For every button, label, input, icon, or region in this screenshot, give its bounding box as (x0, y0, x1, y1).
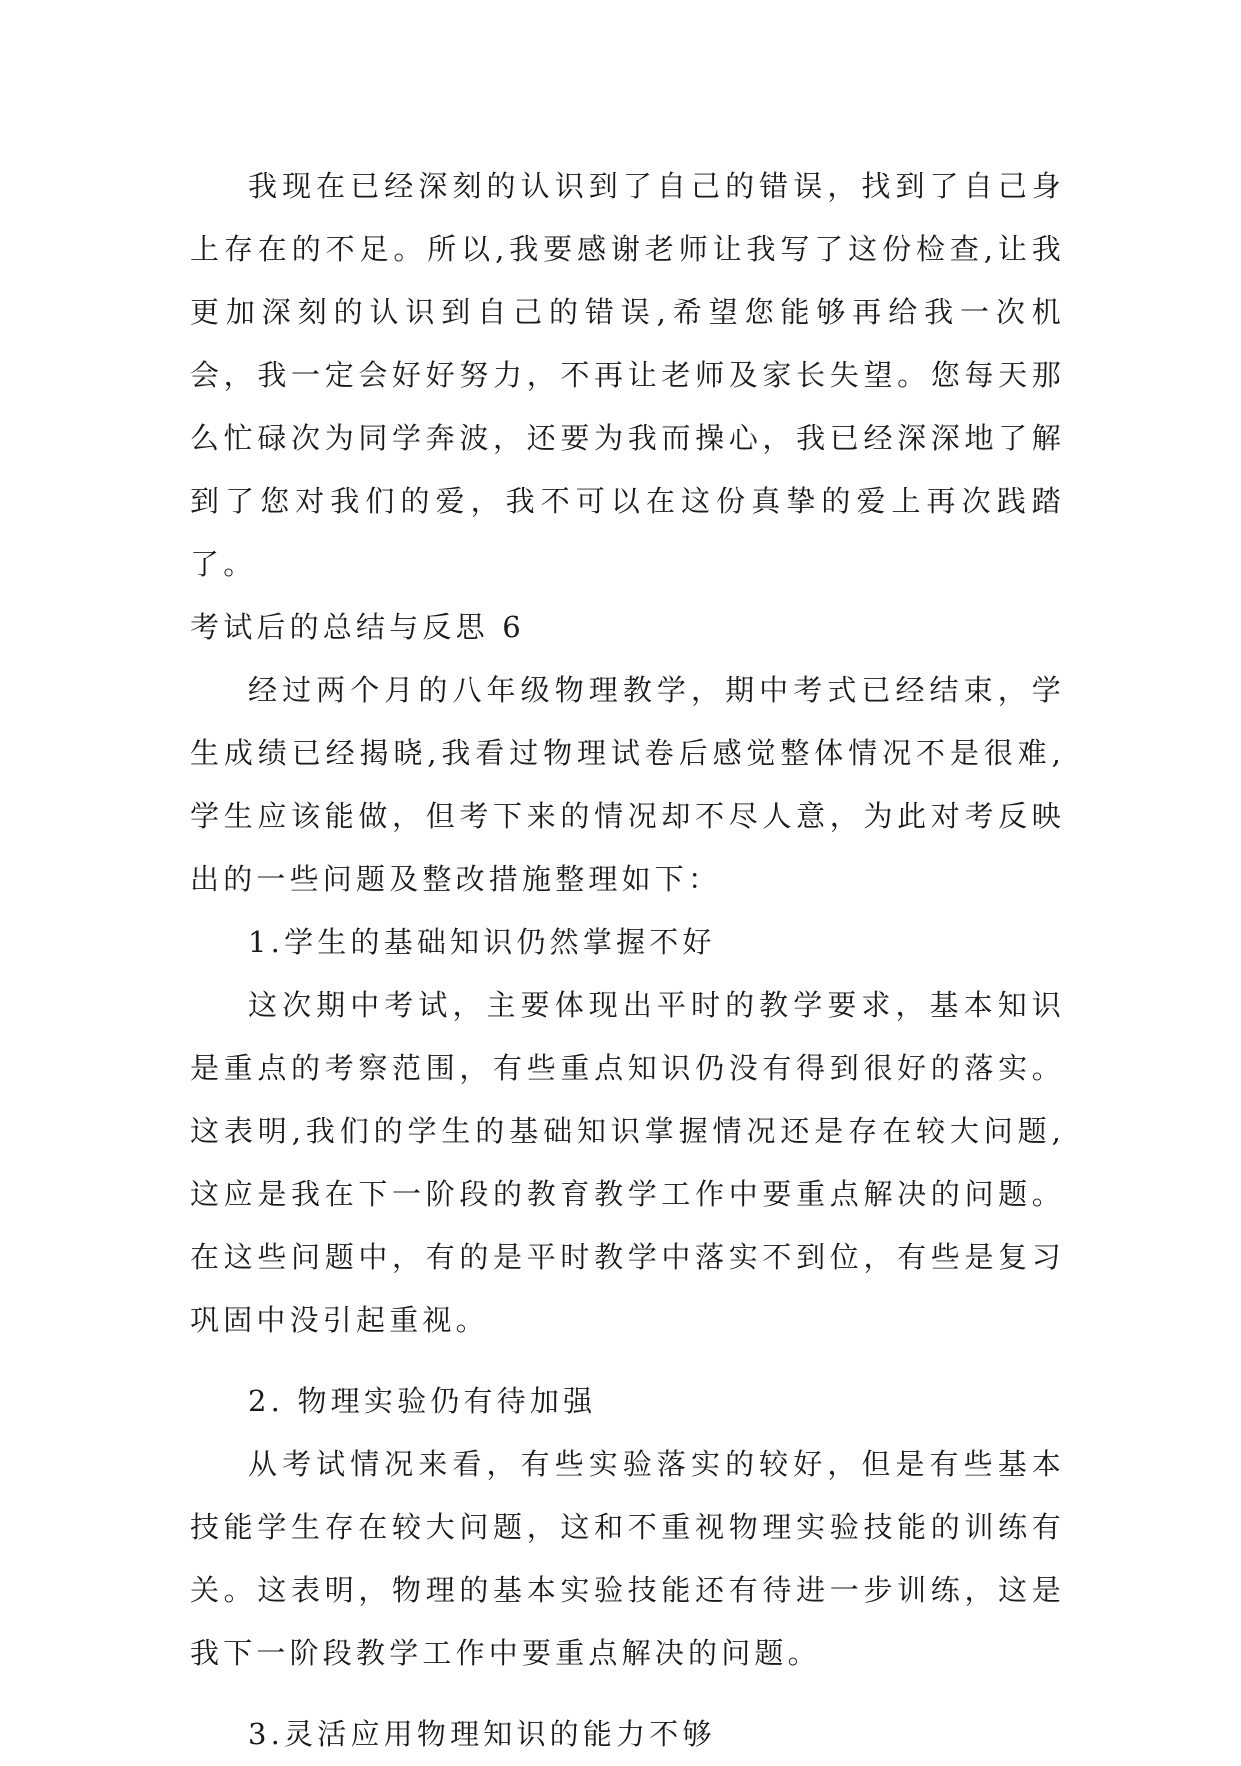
point-2-title: 2. 物理实验仍有待加强 (248, 1384, 597, 1418)
paragraph-apology: 我现在已经深刻的认识到了自己的错误，找到了自己身上存在的不足。所以,我要感谢老师让我写了这份检查,让我更加深刻的认识到自己的错误,希望您能够再给我一次机会，我一定会好好努力，不再让老师及家长失望。您每天那么忙碌次为同学奔波，还要为我而操心，我已经深深地了解到了您对我们的爱，我不可以在这份真挚的爱上再次践踏了。 (190, 169, 1065, 581)
point-3-title: 3.灵活应用物理知识的能力不够 (248, 1717, 716, 1751)
paragraph-intro: 经过两个月的八年级物理教学，期中考式已经结束，学生成绩已经揭晓,我看过物理试卷后感觉整体情况不是很难,学生应该能做，但考下来的情况却不尽人意，为此对考反映出的一些问题及整改措施整理如下： (190, 673, 1065, 896)
point-1-body: 这次期中考试，主要体现出平时的教学要求，基本知识是重点的考察范围，有些重点知识仍没有得到很好的落实。这表明,我们的学生的基础知识掌握情况还是存在较大问题,这应是我在下一阶段的教育教学工作中要重点解决的问题。在这些问题中，有的是平时教学中落实不到位，有些是复习巩固中没引起重视。 (190, 988, 1065, 1337)
section-title: 考试后的总结与反思 6 (190, 610, 525, 644)
point-1-title: 1.学生的基础知识仍然掌握不好 (248, 925, 716, 959)
document-body (190, 155, 1065, 1766)
point-2-body: 从考试情况来看，有些实验落实的较好，但是有些基本技能学生存在较大问题，这和不重视物理实验技能的训练有关。这表明，物理的基本实验技能还有待进一步训练，这是我下一阶段教学工作中要重点解决的问题。 (190, 1447, 1065, 1670)
